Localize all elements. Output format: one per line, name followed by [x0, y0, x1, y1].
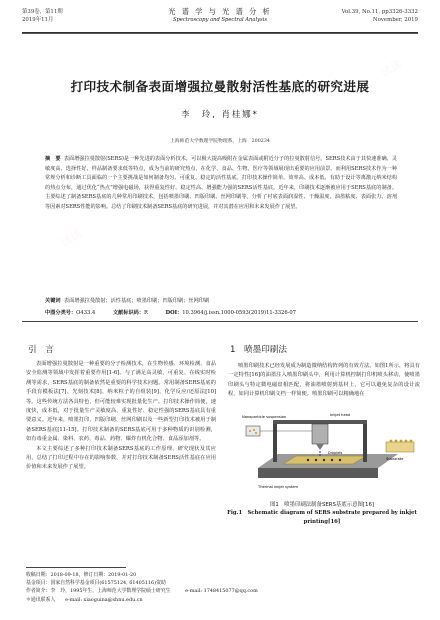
rail-right [363, 422, 367, 462]
doccode-value: R [144, 310, 148, 316]
figure-1-caption-en: Fig.1 Schematic diagram of SERS substrate prepared by inkjet printing[16] [227, 510, 417, 525]
watermark: 试读 [378, 57, 405, 80]
keywords-text: 表面增强拉曼散射；活性基底；喷墨印刷；凹版印刷；丝网印刷 [63, 298, 210, 304]
footnote-fund: 基金项目：国家自然科学基金项目(61575124, 61405116)资助 [26, 580, 166, 587]
header-rule [22, 33, 418, 34]
volume-en: Vol.39, No.11, pp3326-3332 [341, 9, 418, 15]
figure-1-inkjet-diagram [238, 406, 418, 494]
droplets [319, 451, 321, 456]
watermark: 试读 [58, 227, 85, 250]
keywords-label: 关键词 [45, 298, 61, 304]
gantry [273, 420, 367, 424]
intro-paragraph-1: 表面增强拉曼散射是一种重要的分子检测技术，在生物传感、环境检测、食品安全监测等领域中发挥着重要作用[1-6]。与了满足高灵敏、可重复、在线实时检测等需求，SERS基底的制备依然是重要的科学技术问题。常用制备SERS基底的手段有模板法[7]、光刻技术[8]、纳米粒子的自组装[9]、化学反应/还原法[10]等。这些传统方法各具特色，但可能较难实现批量化生产。打印技术操作简便，速度快，成本低，对于批量生产灵敏度高、重复性好、稳定性强的SERS基底具有重要意义。近年来，喷墨打印、凹版印刷、丝网印刷以及一些新型打印技术被用于制备SERS基底[11-15]。打印技术制备的SERS基底可用于多种物质的识别检测，如有毒重金属、染料、农药、毒品、药物、爆炸有机化合物、食品添加剂等。 [26, 361, 216, 443]
paper-title: 打印技术制备表面增强拉曼散射活性基底的研究进展 [70, 79, 370, 94]
journal-name-en: Spectroscopy and Spectral Analysis [172, 17, 268, 23]
journal-name-cn: 光 谱 学 与 光 谱 分 析 [168, 7, 272, 16]
label-droplets: Droplets [328, 451, 343, 455]
section-rule [22, 321, 418, 322]
doccode-label: 文献标识码： [112, 310, 145, 316]
intro-body [26, 360, 216, 473]
section1-heading: 1 喷墨印刷法 [230, 345, 288, 355]
date-cn: 2019年11月 [22, 17, 54, 23]
footnote-received: 收稿日期：2018-09-18，修订日期：2019-01-20 [26, 572, 137, 578]
rail-left [273, 422, 277, 462]
section1-paragraph: 喷墨印刷技术已经发展成为制造微纳结构阵列的有效方法。如图1所示，将具有一定特性[16]的油墨注入喷墨印刷头中，利用计算机控制打印机喷头移动，使喷墨印刷头与特定微电磁盘相匹配，将油墨喷射到基材上，它可以避免复杂的设计流程，如同计算机印刷文档一样简便。喷墨印刷可以精确地在 [228, 363, 420, 398]
classification-line [45, 309, 397, 318]
header-right [342, 8, 418, 24]
clc-label: 中图分类号： [45, 310, 77, 316]
section1-body [228, 362, 420, 400]
abstract-text: 表面增强拉曼散射(SERS)是一种先进的表面分析技术，可以极大提高吸附在金属表面或附近分子的拉曼散射信号。SERS技术由于其快速准确、灵敏度高、选择性好、样品制备要求低等特点，成为当前的研究热点，在化学、食品、生物、医疗等领域展现出重要的应用前景。而利用SERS技术作为一种常规分析和诊断工具面临的一个主要挑战是如何制备均匀、可重复、稳定的活性基底。打印技术操作简单、效率高、成本低，有助于设计等离激元纳米结构的热点分布，通过优化“热点”增强电磁场，获得重复性好、稳定性高、增强能力强的SERS活性基底。近年来，印刷技术逐渐被应用于SERS基底的制备。主要综述了制备SERS基底的几种常用印刷技术，包括喷墨印刷、凹版印刷、丝网印刷等。分析了衬底表面润湿性、干燥温度、油墨粘度、表面张力、溶剂等因素对SERS性能的影响。总结了印刷技术制备SERS基底的研究进展，并对其潜在应用和未来发展作了展望。 [45, 156, 397, 210]
abstract [45, 155, 397, 213]
footnote-rule [26, 567, 126, 568]
abstract-label: 摘 要 [45, 156, 61, 162]
paper-authors: 李 玲, 肖桂娜* [181, 109, 259, 119]
inkjet-head [312, 424, 328, 444]
substrate-zoom [386, 442, 414, 452]
label-inkjet: Inkjet head [330, 413, 351, 417]
date-en: November, 2019 [372, 17, 418, 23]
label-substrate: Substrate [386, 457, 404, 461]
label-nanoparticle: Nanoparticle suspension [242, 415, 287, 419]
label-control: Thermal inkjet system [258, 485, 299, 489]
doi-value: 10.3964/j.issn.1000-0593(2019)11-3326-07 [182, 310, 296, 316]
journal-header [22, 6, 418, 33]
keywords [45, 297, 397, 306]
intro-paragraph-2: 本文主要综述了多种打印技术制备SERS基底的工作原理、研究现状及其应用，总结了打印过程中存在的影响参数，并对打印技术制备SERS活性基底在应用价值和未来发展作了展望。 [26, 445, 216, 471]
footnote-corresponding: ＊通讯联系人 e-mail: xiaoguina@shnu.edu.cn [26, 596, 143, 603]
nozzle [316, 444, 324, 450]
printer-base [258, 468, 378, 478]
footnote [26, 571, 426, 604]
doi-label: DOI： [165, 310, 183, 316]
volume-cn: 第39卷，第11期 [22, 9, 63, 15]
watermark: 试读 [148, 427, 175, 450]
footnote-bio: 作者简介：李 玲，1995年生，上海师范大学数理学院硕士研究生 e-mail: 1748415077@qq.com [26, 588, 258, 595]
figure-1-caption-cn: 图1 喷墨印刷法制备SERS基底示意图[16] [270, 502, 374, 508]
paper-affiliation: 上海师范大学数理学院物理系，上海 200234 [170, 139, 270, 144]
intro-heading: 引 言 [28, 345, 54, 355]
clc-value: O433.4 [76, 310, 96, 316]
nanoparticle-cartridge [246, 426, 260, 436]
